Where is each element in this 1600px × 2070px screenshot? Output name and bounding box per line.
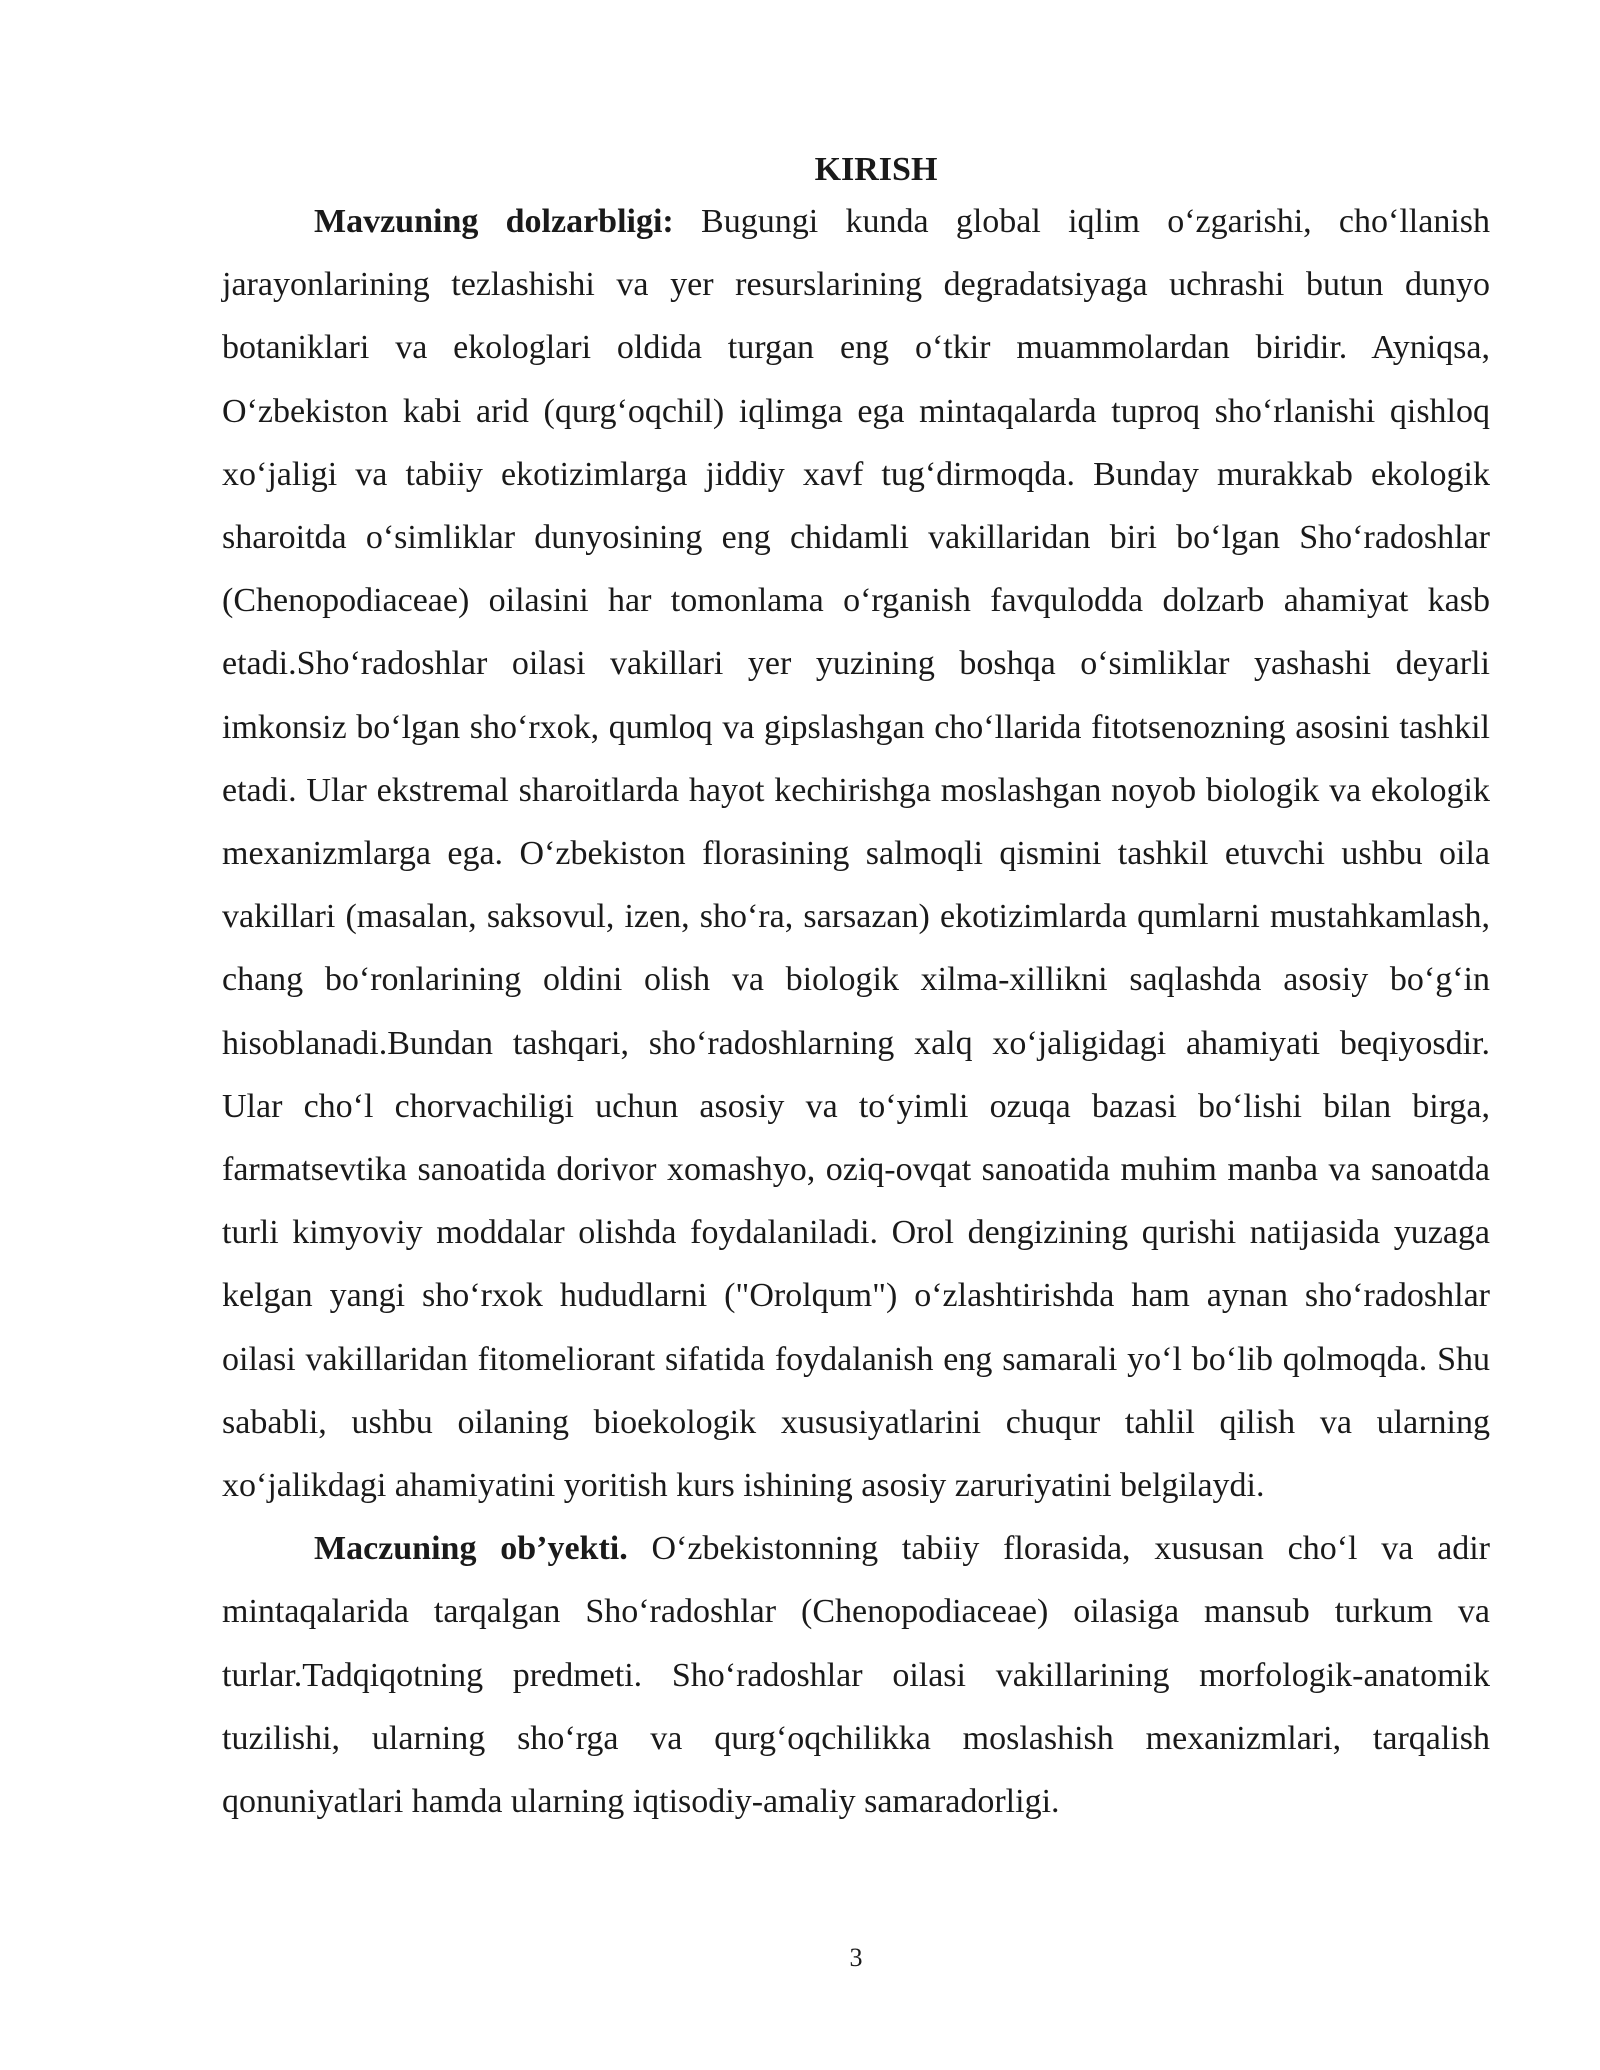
paragraph-object — [222, 1517, 1490, 1833]
paragraph-lead-object: Maczuning ob’yekti. — [314, 1530, 628, 1568]
page-content — [222, 148, 1490, 1833]
paragraph-lead-relevance: Mavzuning dolzarbligi: — [314, 203, 674, 240]
page-number: 3 — [849, 1943, 863, 1972]
section-heading: KIRISH — [814, 151, 938, 188]
paragraph-relevance — [222, 190, 1490, 1517]
paragraph-text-object: O‘zbekistonning tabiiy florasida, xususan cho‘l va adir mintaqalarida tarqalgan Sho‘radoshlar (Chenopodiaceae) oilasiga mansub turkum va turlar.Tadqiqotning predmeti. Sho‘radoshlar oilasi vakillarining morfologik-anatomik tuzilishi, ularning sho‘rga va qurg‘oqchilikka moslashish mexanizmlari, tarqalish qonuniyatlari hamda ularning iqtisodiy-amaliy samaradorligi. — [222, 1530, 1490, 1821]
paragraph-text-relevance: Bugungi kunda global iqlim o‘zgarishi, cho‘llanish jarayonlarining tezlashishi va yer resurslarining degradatsiyaga uchrashi butun dunyo botaniklari va ekologlari oldida turgan eng o‘tkir muammolardan biridir. Ayniqsa, O‘zbekiston kabi arid (qurg‘oqchil) iqlimga ega mintaqalarda tuproq sho‘rlanishi qishloq xo‘jaligi va tabiiy ekotizimlarga jiddiy xavf tug‘dirmoqda. Bunday murakkab ekologik sharoitda o‘simliklar dunyosining eng chidamli vakillaridan biri bo‘lgan Sho‘radoshlar (Chenopodiaceae) oilasini har tomonlama o‘rganish favqulodda dolzarb ahamiyat kasb etadi.Sho‘radoshlar oilasi vakillari yer yuzining boshqa o‘simliklar yashashi deyarli imkonsiz bo‘lgan sho‘rxok, qumloq va gipslashgan cho‘llarida fitotsenozning asosini tashkil etadi. Ular ekstremal sharoitlarda hayot kechirishga moslashgan noyob biologik va ekologik mexanizmlarga ega. O‘zbekiston florasining salmoqli qismini tashkil etuvchi ushbu oila vakillari (masalan, saksovul, izen, sho‘ra, sarsazan) ekotizimlarda qumlarni mustahkamlash, chang bo‘ronlarining oldini olish va biologik xilma-xillikni saqlashda asosiy bo‘g‘in hisoblanadi.Bundan tashqari, sho‘radoshlarning xalq xo‘jaligidagi ahamiyati beqiyosdir. Ular cho‘l chorvachiligi uchun asosiy va to‘yimli ozuqa bazasi bo‘lishi bilan birga, farmatsevtika sanoatida dorivor xomashyo, oziq-ovqat sanoatida muhim manba va sanoatda turli kimyoviy moddalar olishda foydalaniladi. Orol dengizining qurishi natijasida yuzaga kelgan yangi sho‘rxok hududlarni ("Orolqum") o‘zlashtirishda ham aynan sho‘radoshlar oilasi vakillaridan fitomeliorant sifatida foydalanish eng samarali yo‘l bo‘lib qolmoqda. Shu sababli, ushbu oilaning bioekologik xususiyatlarini chuqur tahlil qilish va ularning xo‘jalikdagi ahamiyatini yoritish kurs ishining asosiy zaruriyatini belgilaydi. — [222, 203, 1491, 1505]
